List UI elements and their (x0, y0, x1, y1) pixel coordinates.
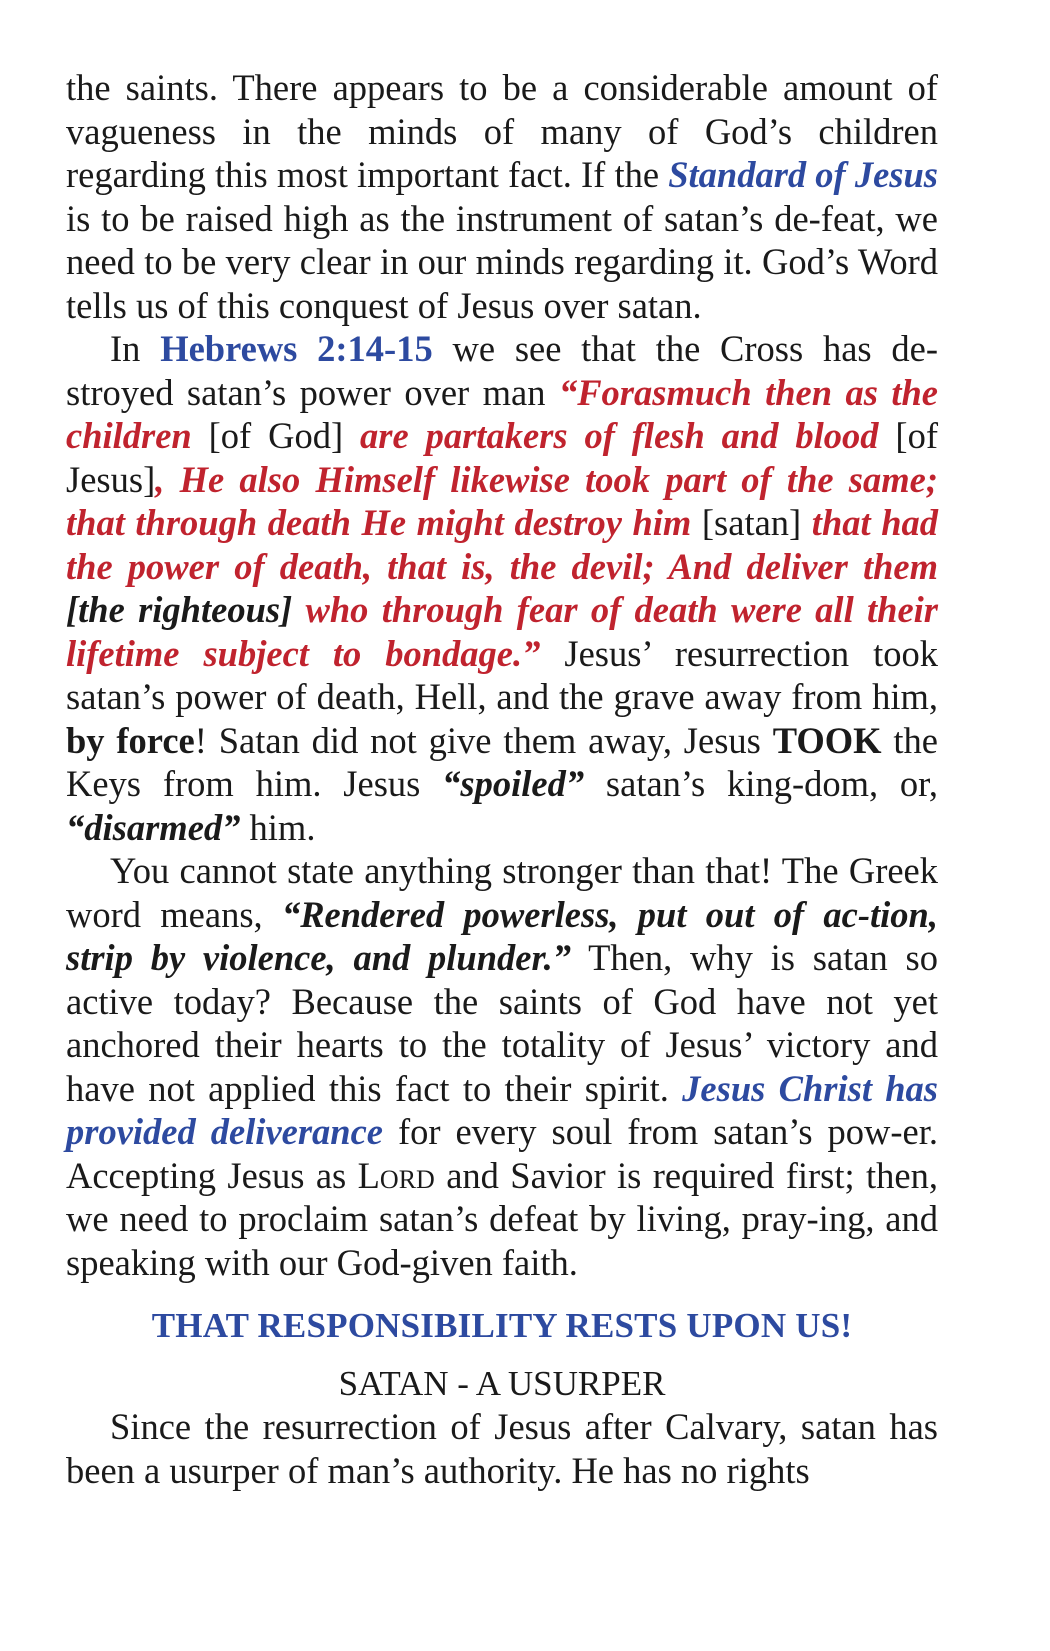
text-run: Then, why is satan so active today? Because the saints of God have not yet anchored their hearts to the totality of Jesus’ victory and have not applied this fact to their spirit. (66, 937, 938, 1109)
scripture-quote: “Forasmuch then as the children (66, 371, 939, 456)
text-run: In (110, 328, 161, 369)
bold-text: by force (66, 719, 195, 761)
scripture-quote: who through fear of death were all their lifetime subject to bondage.” (66, 589, 938, 674)
text-run: for every soul from satan’s pow-er. Accepting Jesus as (66, 1111, 938, 1196)
emphasis-standard-of-jesus: Standard of Jesus (668, 154, 938, 195)
text-run: satan’s king-dom, or, (584, 763, 938, 804)
paragraph-1 (66, 66, 938, 327)
text-run: him. (240, 806, 316, 848)
text-run: [of Jesus] (66, 415, 938, 500)
bold-text: TOOK (772, 719, 882, 761)
text-run: Jesus’ resurrection took satan’s power of death, Hell, and the grave away from him, (66, 632, 939, 717)
text-run: the saints. There appears to be a considerable amount of vagueness in the minds of many of God’s children regarding this most important fact. If the (66, 67, 938, 195)
text-run: [of God] (191, 415, 361, 456)
small-caps-lord: Lord (357, 1154, 435, 1196)
bracket-insert: [the righteous] (66, 589, 293, 630)
paragraph-3 (66, 849, 938, 1284)
text-run: [satan] (691, 502, 812, 543)
text-run: is to be raised high as the instrument of satan’s de-feat, we need to be very clear in our minds regarding it. God’s Word tells us of this conquest of Jesus over satan. (66, 197, 938, 326)
scripture-quote: , He also Himself likewise took part of the same; that through death He might destroy him (66, 458, 938, 543)
text-run: we see that the Cross has de-stroyed satan’s power over man (66, 328, 938, 413)
text-run: and Savior is required first; then, we need to proclaim satan’s defeat by living, pray-ing, and speaking with our God-given faith. (66, 1154, 938, 1283)
scripture-quote: that had the power of death, that is, the devil; And deliver them (66, 502, 939, 587)
section-heading: SATAN - A USURPER (338, 1363, 666, 1403)
paragraph-2 (66, 327, 938, 849)
emphasis-quote: “Rendered powerless, put out of ac-tion, strip by violence, and plunder.” (66, 893, 938, 978)
emphasis-quote: “spoiled” (442, 763, 585, 804)
emphasis-quote: “disarmed” (66, 806, 241, 848)
paragraph-4: Since the resurrection of Jesus after Calvary, satan has been a usurper of man’s authority. He has no rights (66, 1406, 938, 1491)
text-run: the Keys from him. Jesus (66, 719, 938, 804)
scripture-quote: are partakers of flesh and blood (360, 415, 879, 456)
book-page (66, 66, 938, 1492)
scripture-reference: Hebrews 2:14-15 (160, 328, 433, 369)
text-run: ! Satan did not give them away, Jesus (194, 719, 773, 761)
callout-heading: THAT RESPONSIBILITY RESTS UPON US! (151, 1306, 853, 1345)
emphasis-deliverance: Jesus Christ has provided deliverance (66, 1067, 939, 1152)
text-run: You cannot state anything stronger than that! The Greek word means, (66, 850, 938, 935)
